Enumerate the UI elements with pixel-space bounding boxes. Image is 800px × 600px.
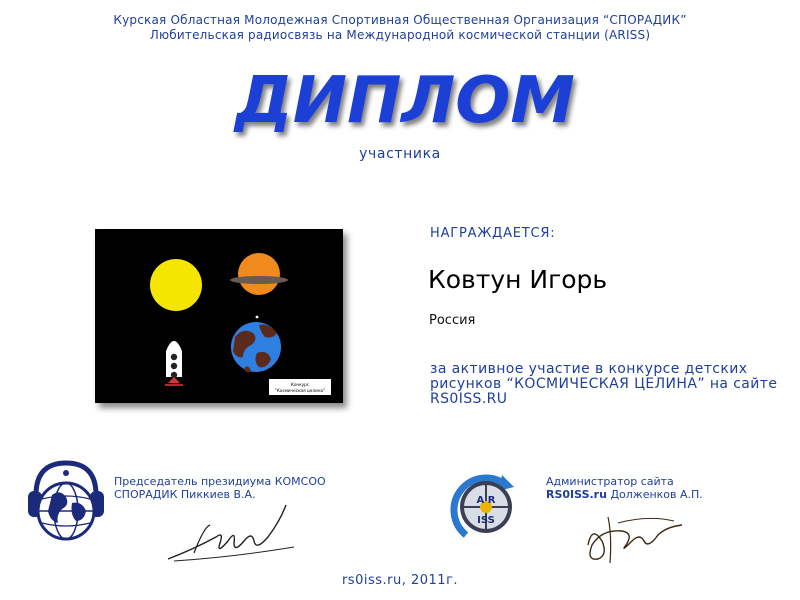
sporadik-globe-logo <box>26 455 106 551</box>
awarded-label: НАГРАЖДАЕТСЯ: <box>430 226 556 241</box>
right-signatory-name: Долженков А.П. <box>610 488 703 501</box>
left-handwritten-signature <box>164 497 298 567</box>
right-signatory-line2 <box>546 488 776 501</box>
diploma-subtitle: участника <box>359 146 441 162</box>
header-subtitle: Любительская радиосвязь на Международной космической станции (ARISS) <box>149 28 651 42</box>
left-signatory-line1: Председатель президиума КОМСОО <box>114 475 326 488</box>
left-signatory-line2: СПОРАДИК Пиккиев В.А. <box>114 488 256 501</box>
contest-drawing <box>95 229 343 403</box>
recipient-name: Ковтун Игорь <box>428 265 608 294</box>
drawing-label-line2: “Космическая целина” <box>274 388 326 393</box>
footer-site-year: rs0iss.ru, 2011г. <box>341 573 459 588</box>
ariss-logo-bottom-text: ISS <box>477 515 495 526</box>
award-reason: за активное участие в конкурсе детских рисунков “КОСМИЧЕСКАЯ ЦЕЛИНА” на сайте RS0ISS.RU <box>430 361 778 407</box>
drawing-label-line1: Конкурс <box>290 382 310 387</box>
right-signatory-title <box>546 475 776 501</box>
right-signatory-line1: Администратор сайта <box>546 475 674 488</box>
diploma-title-text: ДИПЛОМ <box>232 64 575 138</box>
right-handwritten-signature <box>578 505 688 567</box>
ariss-logo-top-text: A R <box>476 495 496 506</box>
diploma-title <box>225 60 585 150</box>
ariss-logo <box>436 465 526 545</box>
sun-shape <box>150 259 202 311</box>
planet-shape <box>238 253 280 295</box>
recipient-country: Россия <box>429 313 476 328</box>
right-signatory-site: RS0ISS.ru <box>546 488 607 501</box>
planet-ring <box>230 276 288 284</box>
star-dot <box>256 316 259 319</box>
header-organization: Курская Областная Молодежная Спортивная Общественная Организация “СПОРАДИК” <box>113 13 687 27</box>
